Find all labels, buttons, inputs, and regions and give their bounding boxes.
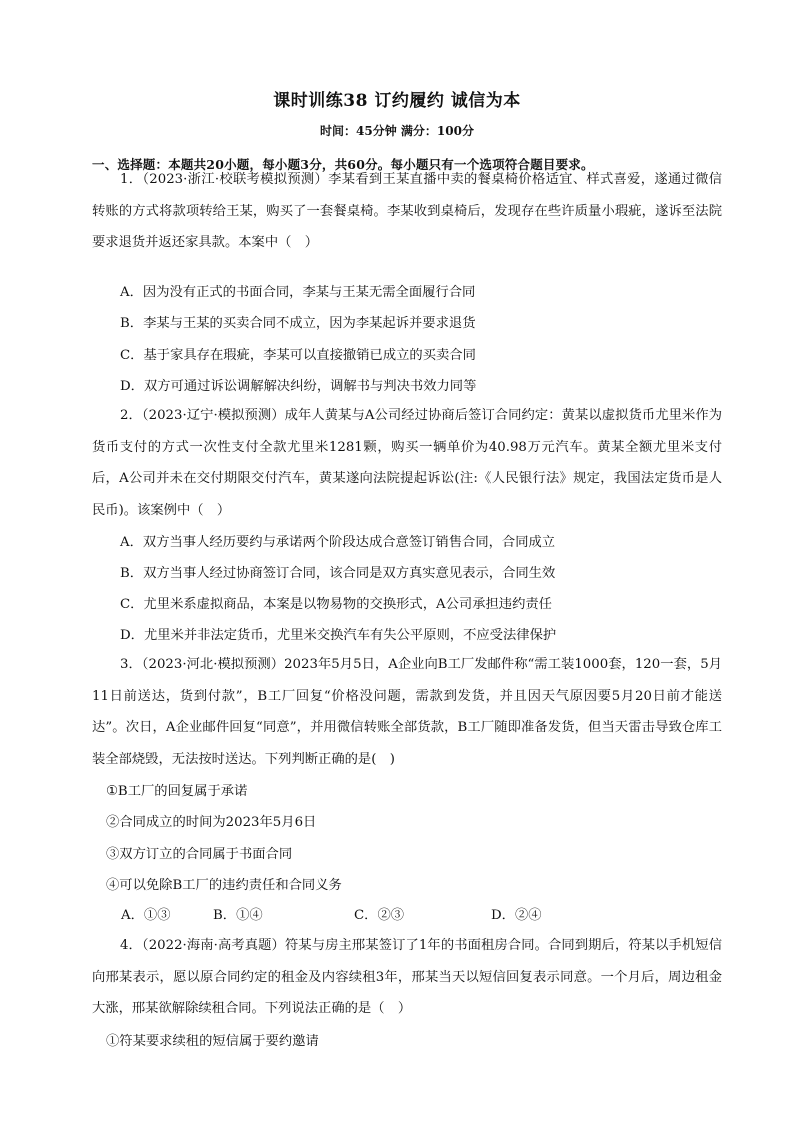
question-4-statement-1: ①符某要求续租的短信属于要约邀请 xyxy=(106,1034,319,1049)
question-4-stem: 4．（2022·海南·高考真题）符某与房主邢某签订了1年的书面租房合同。合同到期后，符某以手机短信向邢某表示，愿以原合同约定的租金及内容续租3年，邢某当天以短信回复表示同意。一个月后，周边租金大涨，邢某欲解除续租合同。下列说法正确的是（ ） xyxy=(92,938,722,1016)
question-2-option-b: B．双方当事人经过协商签订合同，该合同是双方真实意见表示，合同生效 xyxy=(120,566,556,581)
question-3-statement-3: ③双方订立的合同属于书面合同 xyxy=(106,847,293,862)
question-1-option-b: B．李某与王某的买卖合同不成立，因为李某起诉并要求退货 xyxy=(120,316,476,331)
question-3-stem: 3．（2023·河北·模拟预测）2023年5月5日，A企业向B工厂发邮件称“需工装1000套，120一套，5月11日前送达，货到付款”，B工厂回复“价格没问题，需款到发货，并且因天气原因要5月20日前才能送达”。次日，A企业邮件回复“同意”，并用微信转账全部货款，B工厂随即准备发货，但当天雷击导致仓库工装全部烧毁，无法按时送达。下列判断正确的是( ) xyxy=(92,657,722,767)
question-1-stem: 1．（2023·浙江·校联考模拟预测）李某看到王某直播中卖的餐桌椅价格适宜、样式喜爱，遂通过微信转账的方式将款项转给王某，购买了一套餐桌椅。李某收到桌椅后，发现存在些许质量小瑕疵，遂诉至法院要求退货并返还家具款。本案中（ ） xyxy=(92,172,722,250)
question-2-stem: 2．（2023·辽宁·模拟预测）成年人黄某与A公司经过协商后签订合同约定：黄某以虚拟货币尤里米作为货币支付的方式一次性支付全款尤里米1281颗，购买一辆单价为40.98万元汽车。黄某全额尤里米支付后，A公司并未在交付期限交付汽车，黄某遂向法院提起诉讼(注:《人民银行法》规定，我国法定货币是人民币)。该案例中（ ） xyxy=(92,408,722,518)
question-3-statement-1: ①B工厂的回复属于承诺 xyxy=(106,784,248,799)
page-title: 课时训练38 订约履约 诚信为本 xyxy=(273,91,521,111)
exam-meta: 时间：45分钟 满分：100分 xyxy=(320,124,474,138)
section-heading: 一、选择题：本题共20小题，每小题3分，共60分。每小题只有一个选项符合题目要求。 xyxy=(92,157,594,172)
question-3-choice-d: D．②④ xyxy=(491,908,542,923)
question-2-option-a: A．双方当事人经历要约与承诺两个阶段达成合意签订销售合同，合同成立 xyxy=(120,535,556,550)
question-1-option-c: C．基于家具存在瑕疵，李某可以直接撤销已成立的买卖合同 xyxy=(120,348,476,363)
question-3-choice-c: C．②③ xyxy=(354,908,405,923)
question-3-statement-4: ④可以免除B工厂的违约责任和合同义务 xyxy=(106,878,342,893)
question-2-option-d: D．尤里米并非法定货币，尤里米交换汽车有失公平原则，不应受法律保护 xyxy=(120,628,557,643)
question-3-statement-2: ②合同成立的时间为2023年5月6日 xyxy=(106,815,317,830)
question-3-choice-b: B．①④ xyxy=(213,908,263,923)
question-3-choice-a: A．①③ xyxy=(121,908,171,923)
question-2-option-c: C．尤里米系虚拟商品，本案是以物易物的交换形式，A公司承担违约责任 xyxy=(120,597,552,612)
question-1-option-d: D．双方可通过诉讼调解解决纠纷，调解书与判决书效力同等 xyxy=(120,379,477,394)
question-1-option-a: A．因为没有正式的书面合同，李某与王某无需全面履行合同 xyxy=(120,285,476,300)
